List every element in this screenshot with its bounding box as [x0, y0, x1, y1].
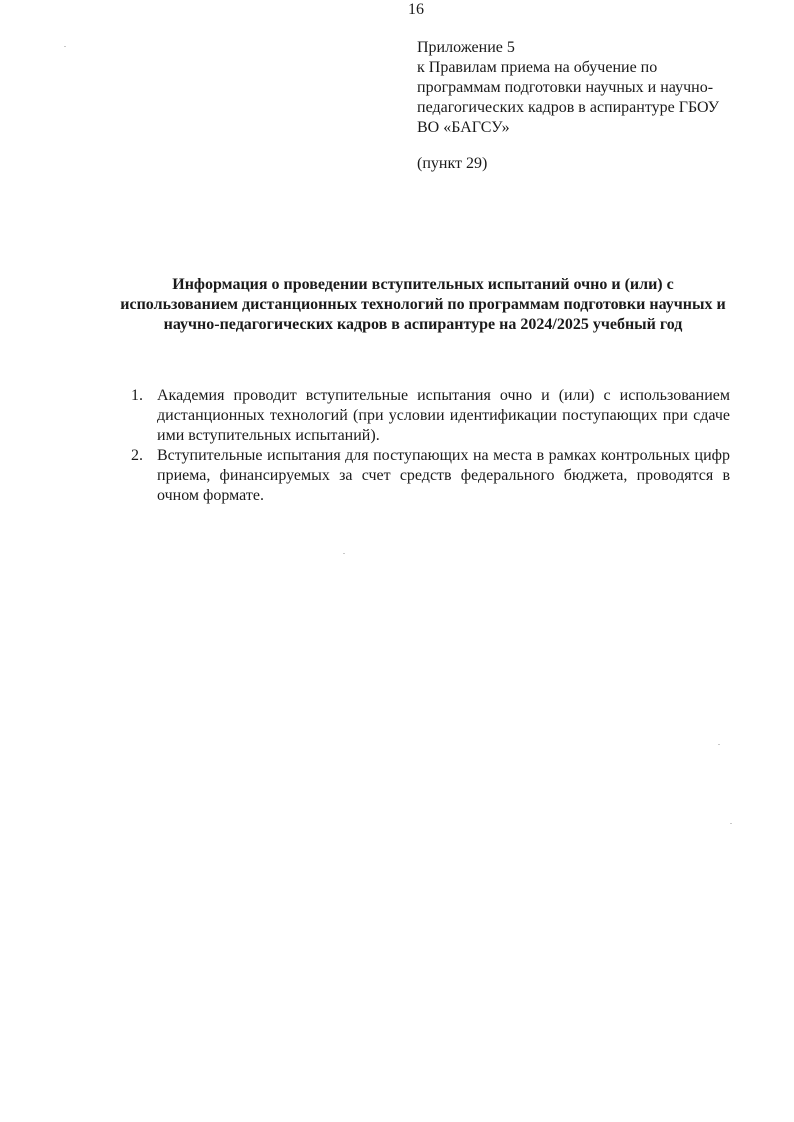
annex-line: педагогических кадров в аспирантуре ГБОУ	[417, 99, 720, 116]
annex-header	[417, 38, 757, 174]
scan-speck	[718, 744, 720, 745]
list-item-number: 1.	[131, 387, 143, 404]
annex-line: Приложение 5	[417, 39, 515, 56]
list-item	[128, 446, 730, 506]
scan-speck	[64, 46, 66, 47]
list-item-line: приема, финансируемых за счет средств федерального бюджета, проводятся в	[157, 467, 730, 484]
numbered-list	[128, 386, 730, 506]
annex-line: программам подготовки научных и научно-	[417, 79, 714, 96]
list-item-line: Вступительные испытания для поступающих на места в рамках контрольных цифр	[157, 447, 730, 464]
annex-clause: (пункт 29)	[417, 155, 488, 172]
list-item-number: 2.	[131, 447, 143, 464]
title-line: научно-педагогических кадров в аспирантуре на 2024/2025 учебный год	[163, 316, 683, 333]
page-number: 16	[408, 1, 424, 18]
annex-line: ВО «БАГСУ»	[417, 119, 510, 136]
scan-speck	[730, 823, 732, 824]
list-item-line: очном формате.	[157, 487, 264, 504]
title-line: использованием дистанционных технологий по программам подготовки научных и	[120, 296, 726, 313]
annex-line: к Правилам приема на обучение по	[417, 59, 658, 76]
scan-speck	[343, 553, 345, 554]
list-item-line: дистанционных технологий (при условии идентификации поступающих при сдаче	[157, 407, 730, 424]
list-item	[128, 386, 730, 446]
list-item-line: Академия проводит вступительные испытания очно и (или) с использованием	[157, 387, 730, 404]
title-line: Информация о проведении вступительных испытаний очно и (или) с	[172, 276, 674, 293]
document-title	[60, 275, 786, 335]
list-item-line: ими вступительных испытаний).	[157, 427, 380, 444]
